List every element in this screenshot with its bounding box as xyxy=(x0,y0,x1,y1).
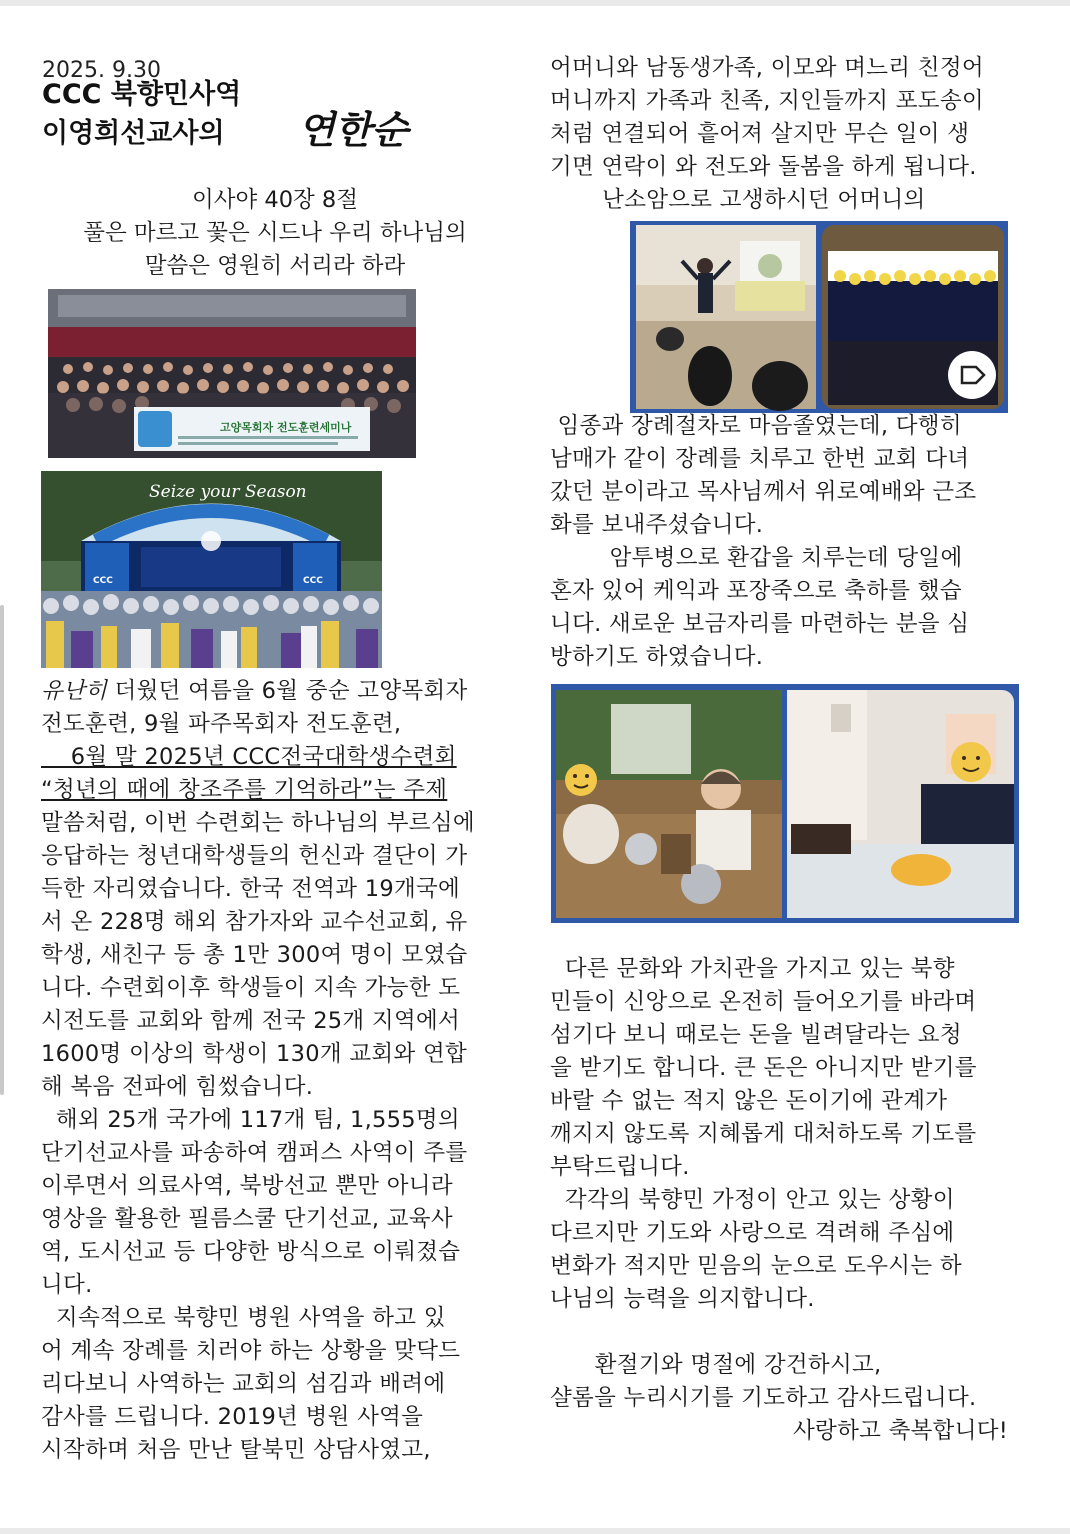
stage-logo-left: CCC xyxy=(93,576,113,586)
left-text-line: 영상을 활용한 필름스쿨 단기선교, 교육사 xyxy=(41,1206,453,1232)
right-text-line: 화를 보내주셨습니다. xyxy=(550,512,764,538)
right-text-line: 남매가 같이 장례를 치루고 한번 교회 다녀 xyxy=(550,446,970,472)
right-text-line: 섬기다 보니 때로는 돈을 빌려달라는 요청 xyxy=(550,1022,962,1048)
right-text-line: 을 받기도 합니다. 큰 돈은 아니지만 받기를 xyxy=(550,1055,977,1081)
side-scroll-mark xyxy=(0,605,4,1095)
left-text-line: 해 복음 전파에 힘썼습니다. xyxy=(41,1074,314,1100)
left-text-line: 감사를 드립니다. 2019년 병원 사역을 xyxy=(41,1404,424,1430)
right-text-line: 어머니와 남동생가족, 이모와 며느리 친정어 xyxy=(550,55,984,81)
stage-logo-right: CCC xyxy=(303,576,323,586)
stage-arch-text: Seize your Season xyxy=(149,482,307,502)
left-text-line: 학생, 새친구 등 총 1만 300여 명이 모였습 xyxy=(41,942,468,968)
emphasis-word: 유난히 xyxy=(41,678,108,704)
title-line-2: 이영희선교사의 xyxy=(42,118,225,149)
left-text-line: 해외 25개 국가에 117개 팀, 1,555명의 xyxy=(41,1107,460,1133)
right-text-line: 갔던 분이라고 목사님께서 위로예배와 근조 xyxy=(550,479,977,505)
verse-reference: 이사야 40장 8절 xyxy=(192,187,358,213)
right-text-line: 다르지만 기도와 사랑으로 격려해 주심에 xyxy=(550,1220,955,1246)
right-text-line: 암투병으로 환갑을 치루는데 당일에 xyxy=(550,545,963,571)
retreat-stage-photo xyxy=(41,471,382,668)
verse-line-1: 풀은 마르고 꽃은 시드나 우리 하나님의 xyxy=(83,220,467,246)
left-text-line: 6월 말 2025년 CCC전국대학생수련회 xyxy=(41,744,457,770)
top-edge-bar xyxy=(0,0,1070,6)
right-text-line: 나님의 능력을 의지합니다. xyxy=(550,1286,815,1312)
left-text-line: “청년의 때에 창조주를 기억하라”는 주제 xyxy=(41,777,448,803)
closing-blessing: 사랑하고 축복합니다! xyxy=(793,1418,1009,1444)
auditorium-group-photo xyxy=(48,289,416,458)
left-text-line: 1600명 이상의 학생이 130개 교회와 연합 xyxy=(41,1041,468,1067)
left-text-line: 이루면서 의료사역, 북방선교 뿐만 아니라 xyxy=(41,1173,453,1199)
closing-line-2: 샬롬을 누리시기를 기도하고 감사드립니다. xyxy=(550,1385,977,1411)
right-text-line: 임종과 장례절차로 마음졸였는데, 다행히 xyxy=(550,413,962,439)
right-text-line: 부탁드립니다. xyxy=(550,1154,690,1180)
left-text-line: 시전도를 교회와 함께 전국 25개 지역에서 xyxy=(41,1008,461,1034)
left-text-line: 역, 도시선교 등 다양한 방식으로 이뤄졌습 xyxy=(41,1239,461,1265)
left-text-line: 리다보니 사역하는 교회의 섬김과 배려에 xyxy=(41,1371,446,1397)
verse-line-2: 말씀은 영원히 서리라 하라 xyxy=(144,253,406,279)
home-visit-photo xyxy=(551,684,1019,923)
right-text-line: 각각의 북향민 가정이 안고 있는 상황이 xyxy=(550,1187,955,1213)
right-text-line: 깨지지 않도록 지혜롭게 대처하도록 기도를 xyxy=(550,1121,977,1147)
bottom-edge-bar xyxy=(0,1528,1070,1534)
right-text-line: 처럼 연결되어 흩어져 살지만 무슨 일이 생 xyxy=(550,121,970,147)
letter-date: 2025. 9.30 xyxy=(42,58,161,83)
left-text-line: 단기선교사를 파송하여 캠퍼스 사역이 주를 xyxy=(41,1140,468,1166)
right-text-line: 혼자 있어 케익과 포장죽으로 축하를 했습 xyxy=(550,578,962,604)
right-text-line: 바랄 수 없는 적지 않은 돈이기에 관계가 xyxy=(550,1088,948,1114)
left-text-line: 전도훈련, 9월 파주목회자 전도훈련, xyxy=(41,711,402,737)
right-text-line: 기면 연락이 와 전도와 돌봄을 하게 됩니다. xyxy=(550,154,977,180)
right-text-line: 머니까지 가족과 친족, 지인들까지 포도송이 xyxy=(550,88,984,114)
left-text-line-1 xyxy=(41,675,467,708)
right-text-line: 니다. 새로운 보금자리를 마련하는 분을 심 xyxy=(550,611,970,637)
right-text-line: 민들이 신앙으로 온전히 들어오기를 바라며 xyxy=(550,989,977,1015)
left-text-line: 응답하는 청년대학생들의 헌신과 결단이 가 xyxy=(41,843,468,869)
left-text-line: 니다. 수련회이후 학생들이 지속 가능한 도 xyxy=(41,975,461,1001)
title-line-1: CCC 북향민사역 xyxy=(42,79,242,110)
funeral-photo xyxy=(630,221,1008,413)
left-text-line: 어 계속 장례를 치러야 하는 상황을 맞닥드 xyxy=(41,1338,461,1364)
right-text-line: 변화가 적지만 믿음의 눈으로 도우시는 하 xyxy=(550,1253,962,1279)
left-text-line: 서 온 228명 해외 참가자와 교수선교회, 유 xyxy=(41,909,468,935)
right-text-line: 다른 문화와 가치관을 가지고 있는 북향 xyxy=(550,956,955,982)
banner-text: 고양목회자 전도훈련세미나 xyxy=(220,421,352,434)
right-text-line: 방하기도 하였습니다. xyxy=(550,644,764,670)
left-text-line: 득한 자리였습니다. 한국 전역과 19개국에 xyxy=(41,876,461,902)
left-text-line: 니다. xyxy=(41,1272,93,1298)
left-text-line: 시작하며 처음 만난 탈북민 상담사였고, xyxy=(41,1437,431,1463)
left-text-line-1-rest: 더웠던 여름을 6월 중순 고양목회자 xyxy=(107,678,468,704)
left-text-line: 지속적으로 북향민 병원 사역을 하고 있 xyxy=(41,1305,446,1331)
title-script: 연한순 xyxy=(298,108,409,152)
left-text-line: 말씀처럼, 이번 수련회는 하나님의 부르심에 xyxy=(41,810,475,836)
right-text-line: 난소암으로 고생하시던 어머니의 xyxy=(550,187,926,213)
closing-line-1: 환절기와 명절에 강건하시고, xyxy=(550,1352,882,1378)
